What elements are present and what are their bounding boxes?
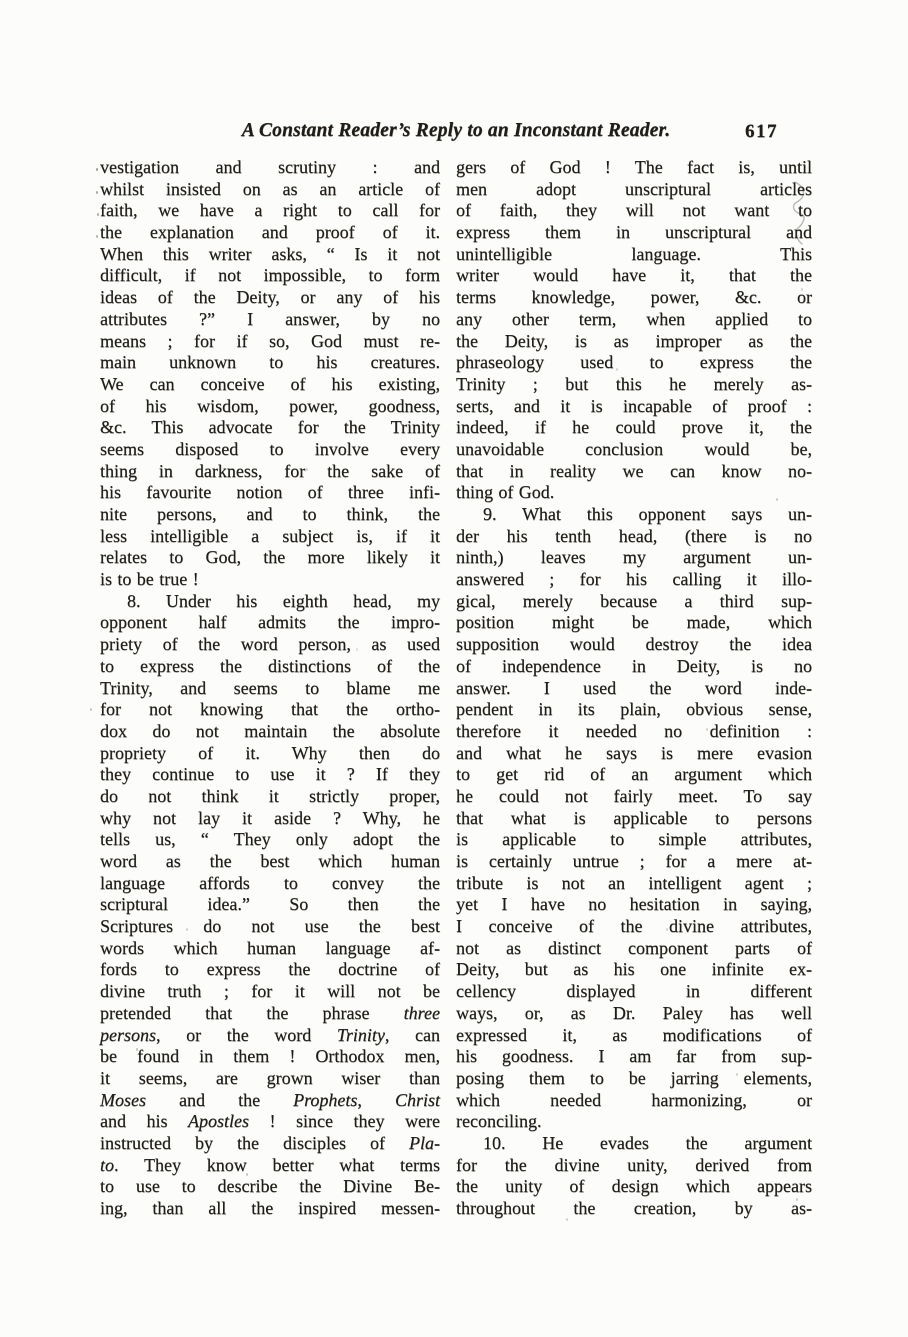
text-line: scriptural idea.” So then the [100,894,440,915]
text-line: for the divine unity, derived from [456,1154,812,1175]
text-line: nite persons, and to think, the [100,504,440,524]
text-line: whilst insisted on as an article of [100,178,440,199]
text-line: ing, than all the inspired messen- [100,1198,440,1218]
running-title: A Constant Reader’s Reply to an Inconstant Reader. [241,120,671,141]
text-line: gical, merely because a third sup- [456,590,812,611]
text-line: propriety of it. Why then do [100,742,440,763]
text-line: word as the best which human [100,851,440,871]
page-header [100,120,812,148]
text-line: We can conceive of his existing, [100,373,440,394]
text-line: it seems, are grown wiser than [100,1067,440,1088]
text-line: answered ; for his calling it illo- [456,569,812,590]
text-columns [100,157,812,1220]
text-line: of independence in Deity, is no [456,655,812,676]
text-line: therefore it needed no definition : [456,720,812,741]
right-column [456,157,812,1220]
text-line: difficult, if not impossible, to form [100,265,440,286]
text-line: yet I have no hesitation in saying, [456,894,812,915]
text-line: When this writer asks, “ Is it not [100,243,440,264]
text-line: to use to describe the Divine Be- [100,1176,440,1197]
text-line: reconciling. [456,1111,542,1132]
text-line: language affords to convey the [100,872,440,893]
text-line: 10. He evades the argument [483,1132,812,1153]
text-line: seems disposed to involve every [100,438,440,459]
text-line: 9. What this opponent says un- [483,504,812,524]
text-line: ways, or, as Dr. Paley has well [456,1002,812,1023]
text-line: attributes ?” I answer, by no [100,308,440,329]
text-line: faith, we have a right to call for [100,200,440,221]
text-line: indeed, if he could prove it, the [456,417,812,438]
text-line: position might be made, which [456,612,812,633]
text-line: instructed by the disciples of Pla- [100,1132,440,1153]
text-line: that what is applicable to persons [456,807,812,828]
text-line: I conceive of the divine attributes, [456,916,812,937]
page-number: 617 [745,121,778,142]
text-line: be found in them ! Orthodox men, [100,1046,440,1067]
text-line: words which human language af- [100,937,440,958]
text-line: he could not fairly meet. To say [456,785,812,806]
text-line: thing in darkness, for the sake of [100,460,440,481]
text-line: Trinity, and seems to blame me [100,677,440,698]
text-line: cellency displayed in different [456,981,812,1002]
text-line: men adopt unscriptural articles [456,178,812,199]
text-line: persons, or the word Trinity, can [100,1024,441,1045]
text-line: express them in unscriptural and [456,222,812,243]
left-column [100,157,440,1220]
text-line: any other term, when applied to [456,308,812,329]
text-line: opponent half admits the impro- [100,612,440,633]
text-line: Scriptures do not use the best [100,916,440,937]
text-line: vestigation and scrutiny : and [100,157,440,177]
text-line: &c. This advocate for the Trinity [100,417,440,438]
text-line: his favourite notion of three infi- [100,482,440,503]
text-line: unavoidable conclusion would be, [456,438,812,459]
text-line: tribute is not an intelligent agent ; [456,872,812,893]
text-line: fords to express the doctrine of [100,959,440,980]
text-line: that in reality we can know no- [456,460,812,481]
text-line: which needed harmonizing, or [456,1089,812,1110]
text-line: posing them to be jarring elements, [456,1067,812,1088]
text-line: to get rid of an argument which [456,764,812,785]
text-line: and what he says is mere evasion [456,742,812,763]
text-line: priety of the word person, as used [100,634,440,655]
text-line: 8. Under his eighth head, my [127,590,440,611]
text-line: Trinity ; but this he merely as- [456,373,812,394]
text-line: der his tenth head, (there is no [456,525,812,546]
text-line: serts, and it is incapable of proof : [456,395,812,416]
text-line: why not lay it aside ? Why, he [100,807,440,828]
text-line: supposition would destroy the idea [456,634,812,655]
text-line: pendent in its plain, obvious sense, [456,699,812,720]
text-line: answer. I used the word inde- [456,677,812,698]
text-line: the explanation and proof of it. [100,222,440,243]
text-line: not as distinct component parts of [456,937,812,958]
text-line: means ; for if so, God must re- [100,330,440,351]
text-line: ideas of the Deity, or any of his [100,287,440,308]
text-line: dox do not maintain the absolute [100,720,440,741]
text-line: main unknown to his creatures. [100,352,440,373]
text-line: Moses and the Prophets, Christ [100,1089,440,1110]
text-line: thing of God. [456,482,555,503]
text-line: to express the distinctions of the [100,655,440,676]
text-line: gers of God ! The fact is, until [456,157,812,177]
text-line: is applicable to simple attributes, [456,829,812,850]
text-line: expressed it, as modifications of [456,1024,812,1045]
text-line: do not think it strictly proper, [100,785,440,806]
text-line: Deity, but as his one infinite ex- [456,959,812,980]
text-line: terms knowledge, power, &c. or [456,287,812,308]
text-line: his goodness. I am far from sup- [456,1046,812,1067]
text-line: for not knowing that the ortho- [100,699,440,720]
text-line: of his wisdom, power, goodness, [100,395,440,416]
text-line: phraseology used to express the [456,352,812,373]
text-line: tells us, “ They only adopt the [100,829,440,850]
text-line: pretended that the phrase three [100,1002,440,1023]
text-line: the unity of design which appears [456,1176,812,1197]
text-line: is certainly untrue ; for a mere at- [456,851,812,871]
text-line: throughout the creation, by as- [456,1198,812,1218]
text-line: less intelligible a subject is, if it [100,525,440,546]
text-line: unintelligible language. This [456,243,812,264]
text-line: they continue to use it ? If they [100,764,440,785]
text-line: of faith, they will not want to [456,200,812,221]
text-line: writer would have it, that the [456,265,812,286]
text-line: divine truth ; for it will not be [100,981,440,1002]
text-line: relates to God, the more likely it [100,547,440,568]
text-line: ninth,) leaves my argument un- [456,547,812,568]
text-line: is to be true ! [100,569,199,590]
text-line: the Deity, is as improper as the [456,330,812,351]
text-line: to. They know better what terms [100,1154,440,1175]
text-line: and his Apostles ! since they were [100,1111,440,1132]
